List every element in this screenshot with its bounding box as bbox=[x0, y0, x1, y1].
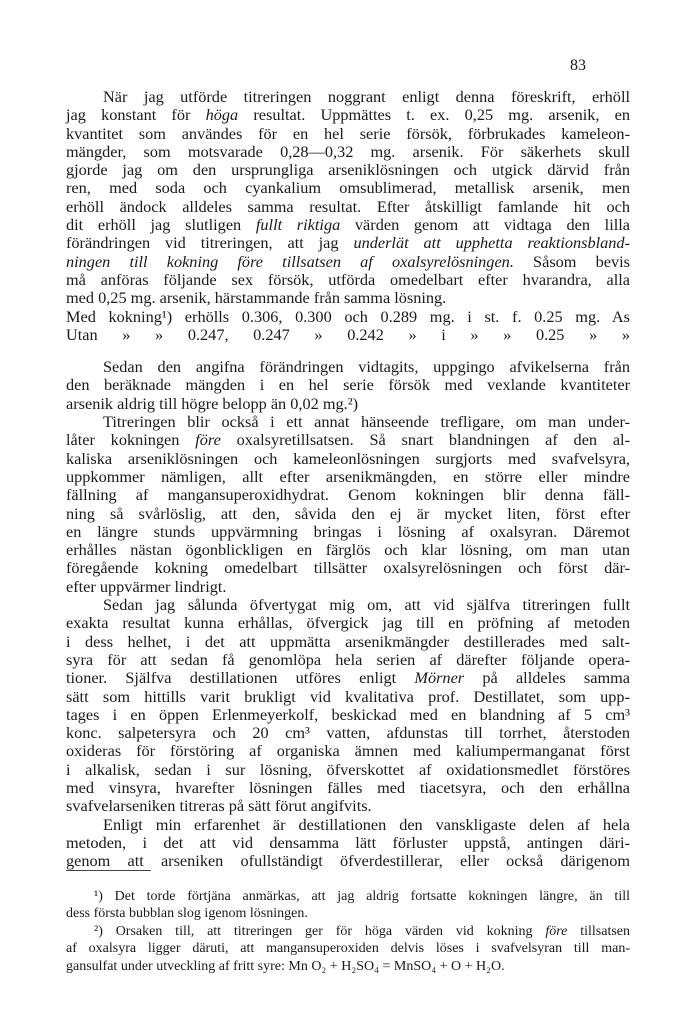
text-run: När jag utförde titreringen noggrant enligt denna föreskrift, erhöll bbox=[103, 87, 630, 106]
text-line bbox=[66, 289, 630, 307]
text-run: efter uppvärmer lindrigt. bbox=[66, 576, 227, 596]
text-run: syra för att sedan få genomlöpa hela serien af därefter följande opera- bbox=[66, 649, 630, 669]
text-run: låter kokningen bbox=[66, 430, 196, 450]
text-line bbox=[66, 468, 630, 486]
text-run: med 0,25 mg. arsenik, härstammande från samma lösning. bbox=[66, 288, 447, 308]
footnote-line bbox=[66, 905, 630, 922]
text-run: föregående kokning omedelbart tillsätter oxalsyrelösningen och först där- bbox=[66, 558, 630, 578]
text-line bbox=[66, 779, 630, 797]
text-run: genom att arseniken ofullständigt öfverdestillerar, eller också därigenom bbox=[66, 851, 630, 871]
text-run: erhöll ändock alldeles samma resultat. Efter åtskilligt famlande hit och bbox=[66, 196, 630, 216]
text-run: ²) Orsaken till, att titreringen ger för höga värden vid kokning bbox=[94, 923, 546, 939]
text-line bbox=[66, 271, 630, 289]
results-table bbox=[66, 308, 630, 345]
text-run: en längre stunds uppvärmning bringas i lösning af oxalsyran. Däremot bbox=[66, 521, 630, 541]
text-line bbox=[66, 216, 630, 234]
table-row bbox=[66, 326, 630, 344]
text-line bbox=[66, 633, 630, 651]
text-line bbox=[66, 253, 630, 271]
text-run: resultat. Uppmättes t. ex. 0,25 mg. arsenik, en bbox=[238, 105, 630, 125]
text-line bbox=[66, 486, 630, 504]
text-run: oxalsyretillsatsen. Så snart blandningen af den al- bbox=[220, 430, 631, 450]
text-line bbox=[66, 797, 630, 815]
text-line bbox=[66, 198, 630, 216]
footnote-line bbox=[66, 958, 630, 975]
text-run: mängder, som motsvarade 0,28—0,32 mg. arsenik. För säkerhets skull bbox=[66, 141, 630, 161]
text-line bbox=[66, 450, 630, 468]
page-number: 83 bbox=[570, 57, 586, 74]
text-run: förändringen vid titreringen, att jag bbox=[66, 233, 354, 253]
text-run: i alkalisk, sedan i sur lösning, öfverskottet af oxidationsmedlet förstöres bbox=[66, 759, 630, 779]
text-run: gjorde jag om den ursprungliga arseniklösningen och utgick därvid från bbox=[66, 160, 630, 180]
body-text bbox=[66, 88, 630, 870]
text-run: Såsom bevis bbox=[513, 251, 630, 271]
text-run: jag konstant för bbox=[66, 105, 206, 125]
footnotes bbox=[66, 888, 630, 975]
text-line bbox=[66, 596, 630, 614]
text-line bbox=[66, 614, 630, 632]
text-run: metoden, i det att vid densamma lätt förluster uppstå, antingen däri- bbox=[66, 832, 630, 852]
text-line bbox=[66, 376, 630, 394]
text-run: tillsatsen bbox=[567, 923, 630, 939]
text-line bbox=[66, 724, 630, 742]
italic-text: höga bbox=[205, 105, 239, 125]
text-line bbox=[66, 358, 630, 376]
text-line bbox=[66, 761, 630, 779]
text-line bbox=[66, 578, 630, 596]
text-line bbox=[66, 706, 630, 724]
text-line bbox=[66, 559, 630, 577]
text-line bbox=[66, 651, 630, 669]
text-run: Titreringen blir också i ett annat hänseende trefligare, om man under- bbox=[103, 412, 630, 432]
text-run: kvantitet som användes för en hel serie försök, förbrukades kameleon- bbox=[66, 123, 630, 143]
italic-text: ningen till kokning före tillsatsen af oxalsyrelösningen. bbox=[66, 251, 514, 271]
paragraph bbox=[66, 88, 630, 308]
text-run: dit erhöll jag slutligen bbox=[66, 215, 256, 235]
paragraph bbox=[66, 596, 630, 816]
italic-text: före bbox=[545, 923, 568, 939]
footnote-line bbox=[66, 923, 630, 940]
text-run: fällning af mangansuperoxidhydrat. Genom kokningen blir denna fäll- bbox=[66, 485, 630, 505]
text-run: må anföras följande sex försök, utförda omedelbart efter hvarandra, alla bbox=[66, 269, 630, 289]
italic-text: före bbox=[195, 430, 221, 450]
text-line bbox=[66, 234, 630, 252]
table-row bbox=[66, 308, 630, 326]
text-line bbox=[66, 413, 630, 431]
italic-text: Mörner bbox=[414, 668, 465, 688]
text-run: Sedan den angifna förändringen vidtagits, uppgingo afvikelserna från bbox=[103, 357, 630, 377]
text-run: med vinsyra, hvarefter lösningen fälles med tiacetsyra, och den erhållna bbox=[66, 777, 630, 797]
text-run: Enligt min erfarenhet är destillationen den vanskligaste delen af hela bbox=[103, 814, 630, 834]
text-line bbox=[66, 179, 630, 197]
text-run: värden genom att vidtaga den lilla bbox=[340, 215, 630, 235]
footnote-line bbox=[66, 940, 630, 957]
text-run: af oxalsyra ligger däruti, att mangansuperoxiden delvis löses i svafvelsyran till man- bbox=[66, 941, 630, 957]
text-line bbox=[66, 834, 630, 852]
text-line bbox=[66, 395, 630, 413]
italic-text: underlät att upphetta reaktionsbland- bbox=[353, 233, 630, 253]
text-run: sätt som hittills varit brukligt vid kvalitativa prof. Destillatet, som upp- bbox=[66, 686, 630, 706]
text-run: exakta resultat kunna erhållas, öfvergick jag till en pröfning af metoden bbox=[66, 613, 630, 633]
text-line bbox=[66, 88, 630, 106]
text-run: arsenik aldrig till högre belopp än 0,02 mg.²) bbox=[66, 393, 358, 413]
text-run: på alldeles samma bbox=[464, 668, 631, 688]
text-run: gansulfat under utveckling af fritt syre: Mn O₂ + H₂SO₄ = MnSO₄ + O + H₂O. bbox=[66, 958, 505, 974]
footnote bbox=[66, 923, 630, 975]
text-run: erhålles nästan ögonblickligen en färglös och klar lösning, om man utan bbox=[66, 540, 630, 560]
text-run: tages i en öppen Erlenmeyerkolf, beskickad med en blandning af 5 cm³ bbox=[66, 704, 630, 724]
text-run: Utan » » 0.247, 0.247 » 0.242 » i » » 0.25 » » bbox=[66, 324, 630, 344]
text-run: dess första bubblan slog igenom lösningen. bbox=[66, 906, 308, 922]
text-line bbox=[66, 688, 630, 706]
paragraph bbox=[66, 816, 630, 871]
spacer bbox=[66, 344, 630, 358]
text-line bbox=[66, 143, 630, 161]
paragraph bbox=[66, 413, 630, 596]
text-line bbox=[66, 742, 630, 760]
text-line bbox=[66, 505, 630, 523]
footnote-line bbox=[66, 888, 630, 905]
footnote bbox=[66, 888, 630, 923]
text-run: svafvelarseniken titreras på sätt förut angifvits. bbox=[66, 796, 372, 816]
text-run: den beräknade mängden i en hel serie försök med vexlande kvantiteter bbox=[66, 375, 630, 395]
text-line bbox=[66, 125, 630, 143]
text-run: ning så svårlöslig, att den, såvida den ej är mycket liten, först efter bbox=[66, 503, 630, 523]
text-line bbox=[66, 161, 630, 179]
text-run: i dess helhet, i det att uppmätta arsenikmängder destillerades med salt- bbox=[66, 631, 630, 651]
text-run: Sedan jag sålunda öfvertygat mig om, att vid själfva titreringen fullt bbox=[103, 595, 630, 615]
text-line bbox=[66, 523, 630, 541]
footnote-divider bbox=[66, 870, 151, 871]
text-line bbox=[66, 431, 630, 449]
text-run: oxideras för förstöring af organiska ämnen med kaliumpermanganat först bbox=[66, 741, 630, 761]
text-line bbox=[66, 816, 630, 834]
text-run: ¹) Det torde förtjäna anmärkas, att jag aldrig fortsatte kokningen längre, än till bbox=[94, 889, 630, 904]
text-run: kaliska arseniklösningen och kameleonlösningen surgjorts med svafvelsyra, bbox=[66, 448, 630, 468]
text-line bbox=[66, 669, 630, 687]
italic-text: fullt riktiga bbox=[255, 215, 341, 235]
text-run: tioner. Själfva destillationen utföres enligt bbox=[66, 668, 415, 688]
paragraph bbox=[66, 358, 630, 413]
text-run: konc. salpetersyra och 20 cm³ vatten, afdunstas till torrhet, återstoden bbox=[66, 723, 630, 743]
text-line bbox=[66, 106, 630, 124]
text-run: Med kokning¹) erhölls 0.306, 0.300 och 0.289 mg. i st. f. 0.25 mg. As bbox=[66, 306, 630, 326]
text-line bbox=[66, 852, 630, 870]
text-line bbox=[66, 541, 630, 559]
text-run: uppkommer nämligen, allt efter arsenikmängden, en större eller mindre bbox=[66, 466, 630, 486]
text-run: ren, med soda och cyankalium omsublimerad, metallisk arsenik, men bbox=[66, 178, 630, 198]
